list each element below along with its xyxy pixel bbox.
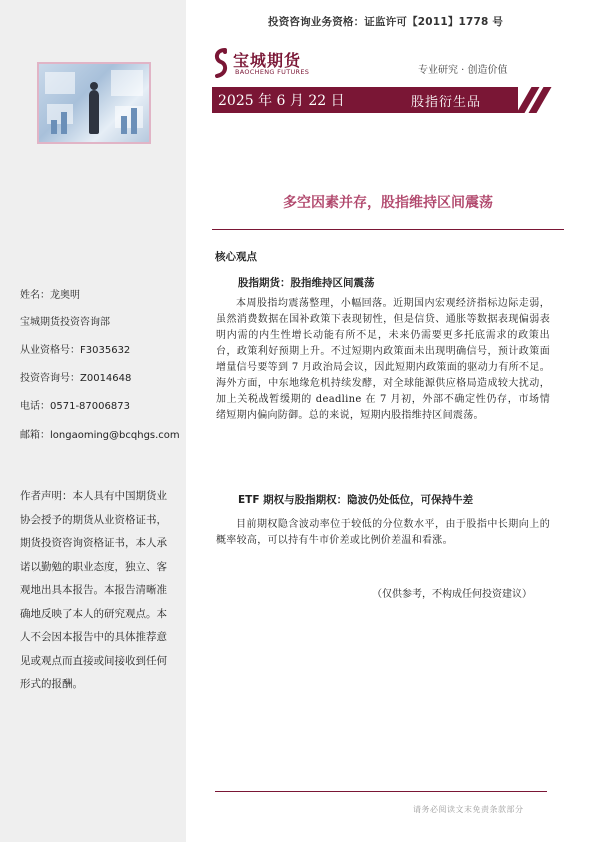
author-license-number: 从业资格号：F3035632	[20, 345, 131, 356]
author-disclaimer: 作者声明：本人具有中国期货业协会授予的期货从业资格证书，期货投资咨询资格证书，本人承诺以勤勉的职业态度，独立、客观地出具本报告。本报告清晰准确地反映了本人的研究观点。本人不会因本报告中的具体推荐意见或观点而直接或间接收到任何形式的报酬。	[20, 490, 167, 690]
subheading-options: ETF 期权与股指期权：隐波仍处低位，可保持牛差	[238, 494, 474, 506]
reference-note: （仅供参考，不构成任何投资建议）	[372, 589, 532, 600]
cover-photo	[37, 62, 151, 144]
footer-note: 请务必阅读文末免责条款部分	[413, 805, 524, 814]
section-heading: 核心观点	[215, 251, 257, 263]
footer-divider	[215, 791, 547, 792]
logo-chinese-name: 宝城期货	[233, 51, 302, 70]
author-phone: 电话：0571-87006873	[20, 401, 130, 412]
paragraph-futures: 本周股指均震荡整理，小幅回落。近期国内宏观经济指标边际走弱，虽然消费数据在国补政策下表现韧性，但是信贷、通胀等数据表现偏弱表明内需的内生性增长动能有所不足，未来仍需要更多托底需求的政策出台，政策利好预期上升。不过短期内政策面未出现明确信号，预计政策面增量信号要等到 7 月政治局会议，因此短期内政策面的驱动力有所不足。海外方面，中东地缘危机持续发酵，对全球能源供应格局造成较大扰动，加上关税战暂缓期的 deadline 在 7 月初，外部不确定性仍存，市场情绪短期内偏向防御。总的来说，短期内股指维持区间震荡。	[216, 298, 550, 421]
date-banner	[212, 87, 550, 113]
report-title: 多空因素并存，股指维持区间震荡	[283, 195, 493, 211]
company-logo	[211, 48, 321, 80]
author-advisory-number: 投资咨询号：Z0014648	[20, 373, 132, 384]
paragraph-options: 目前期权隐含波动率位于较低的分位数水平，由于股指中长期向上的概率较高，可以持有牛市价差或比例价差温和看涨。	[216, 519, 550, 546]
author-name: 姓名：龙奥明	[20, 290, 80, 301]
report-date: 2025 年 6 月 22 日	[218, 93, 345, 109]
slogan: 专业研究 · 创造价值	[418, 65, 508, 76]
author-department: 宝城期货投资咨询部	[20, 317, 110, 328]
subheading-futures: 股指期货：股指维持区间震荡	[238, 277, 375, 289]
license-statement: 投资咨询业务资格：证监许可【2011】1778 号	[268, 16, 504, 28]
report-category: 股指衍生品	[411, 95, 482, 110]
logo-english-name: BAOCHENG FUTURES	[235, 68, 310, 76]
author-email[interactable]: 邮箱：longaoming@bcqhgs.com	[20, 430, 180, 441]
title-divider	[212, 229, 564, 230]
logo-mark-icon	[211, 48, 231, 78]
